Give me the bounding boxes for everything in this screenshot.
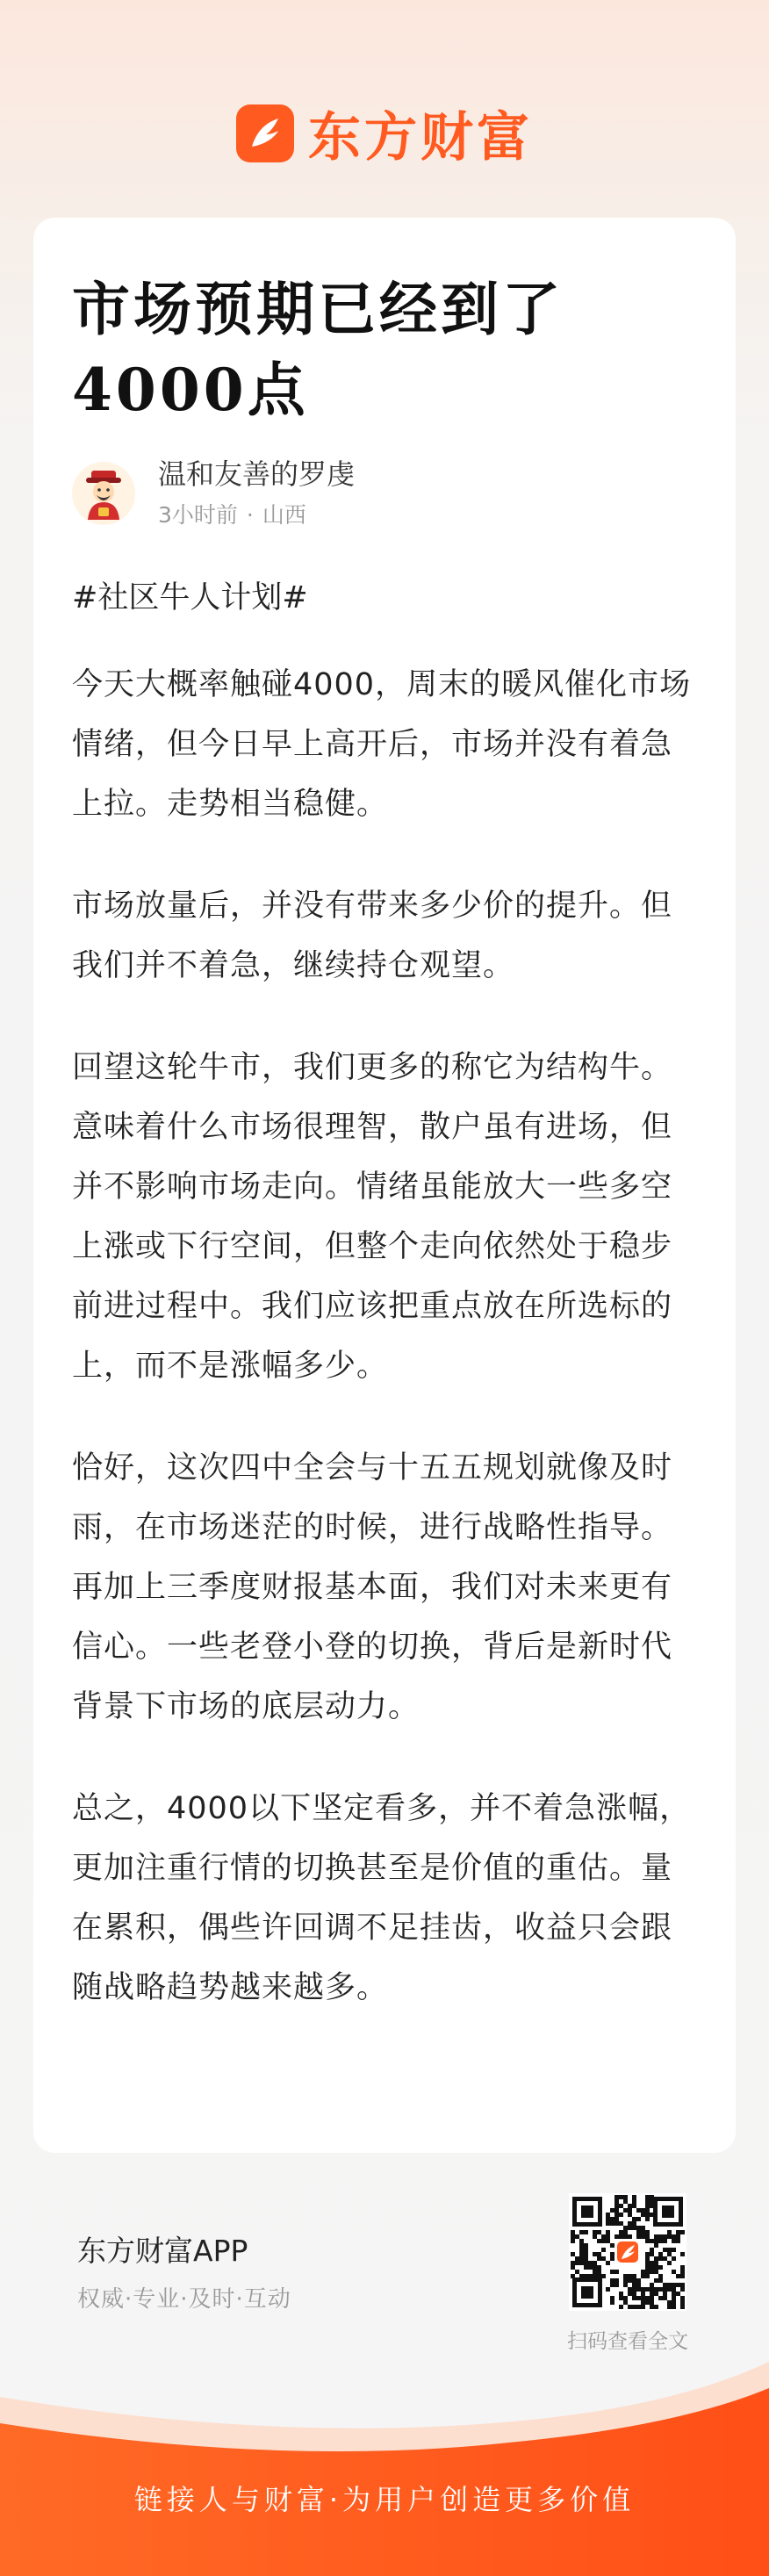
- article-title: 市场预期已经到了4000点: [72, 275, 564, 424]
- post-location: 山西: [262, 502, 306, 528]
- qr-code-icon[interactable]: [569, 2193, 686, 2311]
- author-meta: [158, 499, 355, 532]
- article-paragraph: 今天大概率触碰4000，周末的暖风催化市场情绪，但今日早上高开后，市场并没有着急上拉。走势相当稳健。: [72, 667, 692, 822]
- author-info: [158, 455, 355, 532]
- author-name[interactable]: 温和友善的罗虔: [158, 457, 356, 491]
- article-card: [33, 218, 736, 2153]
- article-paragraph: 总之，4000以下坚定看多，并不着急涨幅，更加注重行情的切换甚至是价值的重估。量在累积，偶些许回调不足挂齿，收益只会跟随战略趋势越来越多。: [72, 1791, 692, 2005]
- footer-wave-banner: [0, 2362, 769, 2576]
- article-paragraph: 市场放量后，并没有带来多少价的提升。但我们并不着急，继续持仓观望。: [72, 889, 673, 983]
- meta-separator: ·: [246, 502, 254, 528]
- god-of-wealth-avatar-icon[interactable]: [72, 462, 135, 525]
- topic-tag[interactable]: #社区牛人计划#: [72, 580, 308, 615]
- footer-app-name: 东方财富APP: [77, 2234, 248, 2268]
- eastmoney-logo-icon: [236, 104, 294, 162]
- footer-slogan: 链接人与财富·为用户创造更多价值: [133, 2483, 636, 2516]
- article-paragraph: 恰好，这次四中全会与十五五规划就像及时雨，在市场迷茫的时候，进行战略性指导。再加上三季度财报基本面，我们对未来更有信心。一些老登小登的切换，背后是新时代背景下市场的底层动力。: [72, 1450, 673, 1724]
- brand-name: 东方财富: [308, 107, 533, 169]
- post-time: 3小时前: [158, 502, 238, 528]
- brand-header: [0, 98, 769, 169]
- footer-tagline: 权威·专业·及时·互动: [77, 2286, 291, 2313]
- article-paragraph: 回望这轮牛市，我们更多的称它为结构牛。意味着什么市场很理智，散户虽有进场，但并不影响市场走向。情绪虽能放大一些多空上涨或下行空间，但整个走向依然处于稳步前进过程中。我们应该把重点放在所选标的上，而不是涨幅多少。: [72, 1050, 673, 1384]
- author-row[interactable]: [72, 451, 697, 536]
- qr-caption: 扫码查看全文: [567, 2330, 688, 2353]
